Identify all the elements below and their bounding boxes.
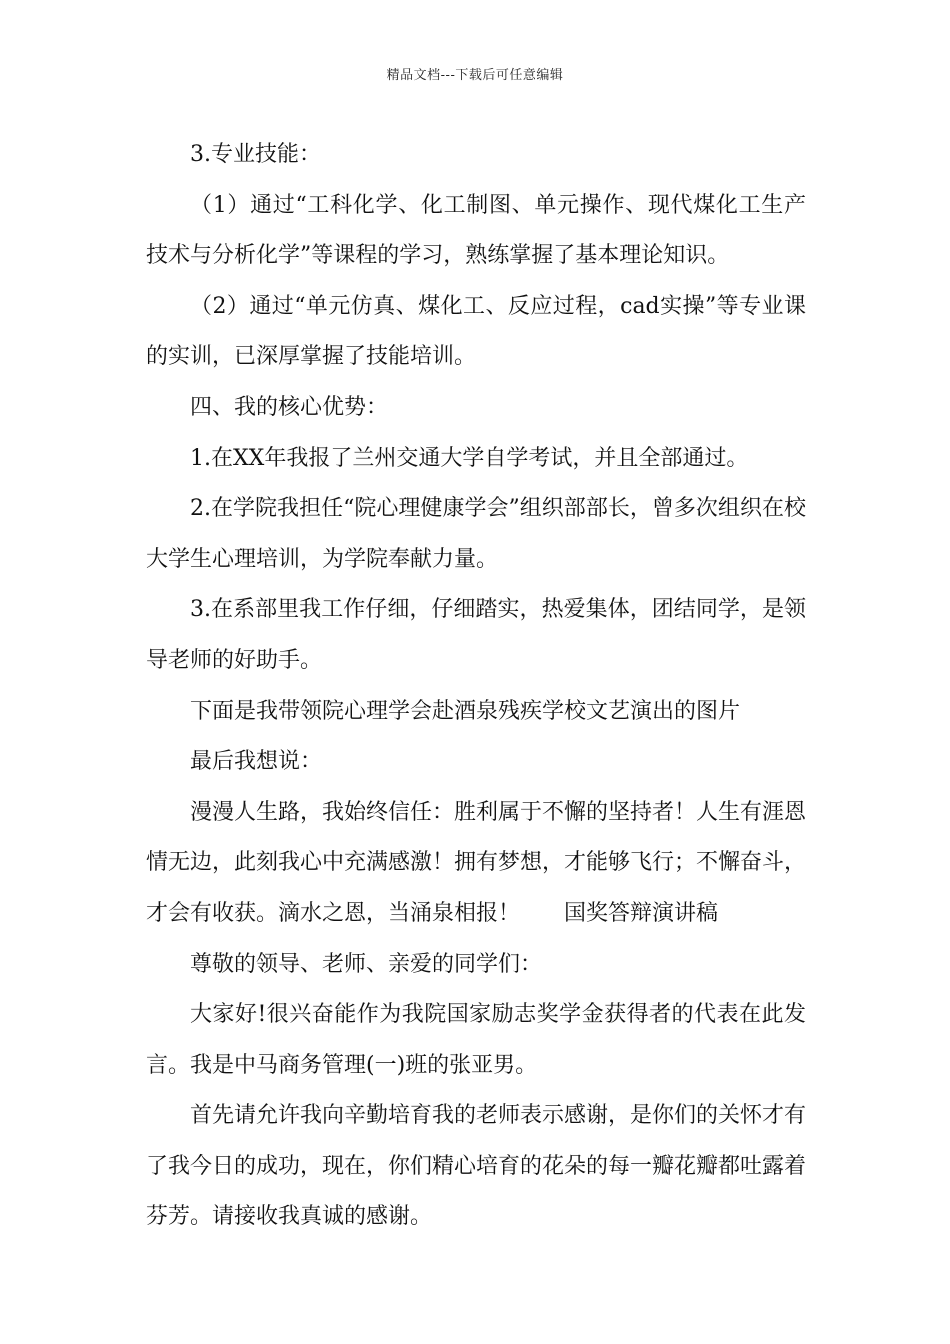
page-header: 精品文档---下载后可任意编辑 <box>386 68 564 83</box>
paragraph: 1.在XX年我报了兰州交通大学自学考试，并且全部通过。 <box>190 445 749 471</box>
paragraph: 3.在系部里我工作仔细，仔细踏实，热爱集体，团结同学，是领导老师的好助手。 <box>146 597 806 673</box>
paragraph: 首先请允许我向辛勤培育我的老师表示感谢，是你们的关怀才有了我今日的成功，现在，你们精心培育的花朵的每一瓣花瓣都吐露着芬芳。请接收我真诚的感谢。 <box>146 1103 807 1230</box>
paragraph: 3.专业技能： <box>190 142 321 167</box>
paragraph: 尊敬的领导、老师、亲爱的同学们： <box>190 951 543 977</box>
speech-title: 国奖答辩演讲稿 <box>564 900 719 926</box>
paragraph: 最后我想说： <box>190 749 323 775</box>
paragraph: （2）通过“单元仿真、煤化工、反应过程，cad实操”等专业课的实训，已深厚掌握了技能培训。 <box>146 293 806 370</box>
paragraph: 四、我的核心优势： <box>190 394 389 420</box>
paragraph: 大家好!很兴奋能作为我院国家励志奖学金获得者的代表在此发言。我是中马商务管理(一)班的张亚男。 <box>146 1002 806 1078</box>
paragraph-text: 漫漫人生路，我始终信任：胜利属于不懈的坚持者！人生有涯恩情无边，此刻我心中充满感激！拥有梦想，才能够飞行；不懈奋斗，才会有收获。滴水之恩，当涌泉相报！ <box>146 799 807 926</box>
paragraph: 2.在学院我担任“院心理健康学会”组织部部长，曾多次组织在校大学生心理培训，为学院奉献力量。 <box>146 496 806 572</box>
paragraph: 下面是我带领院心理学会赴酒泉残疾学校文艺演出的图片 <box>190 698 741 724</box>
paragraph: （1）通过“工科化学、化工制图、单元操作、现代煤化工生产技术与分析化学”等课程的学习，熟练掌握了基本理论知识。 <box>146 192 806 269</box>
paragraph <box>146 788 806 940</box>
document-body <box>146 130 806 1243</box>
